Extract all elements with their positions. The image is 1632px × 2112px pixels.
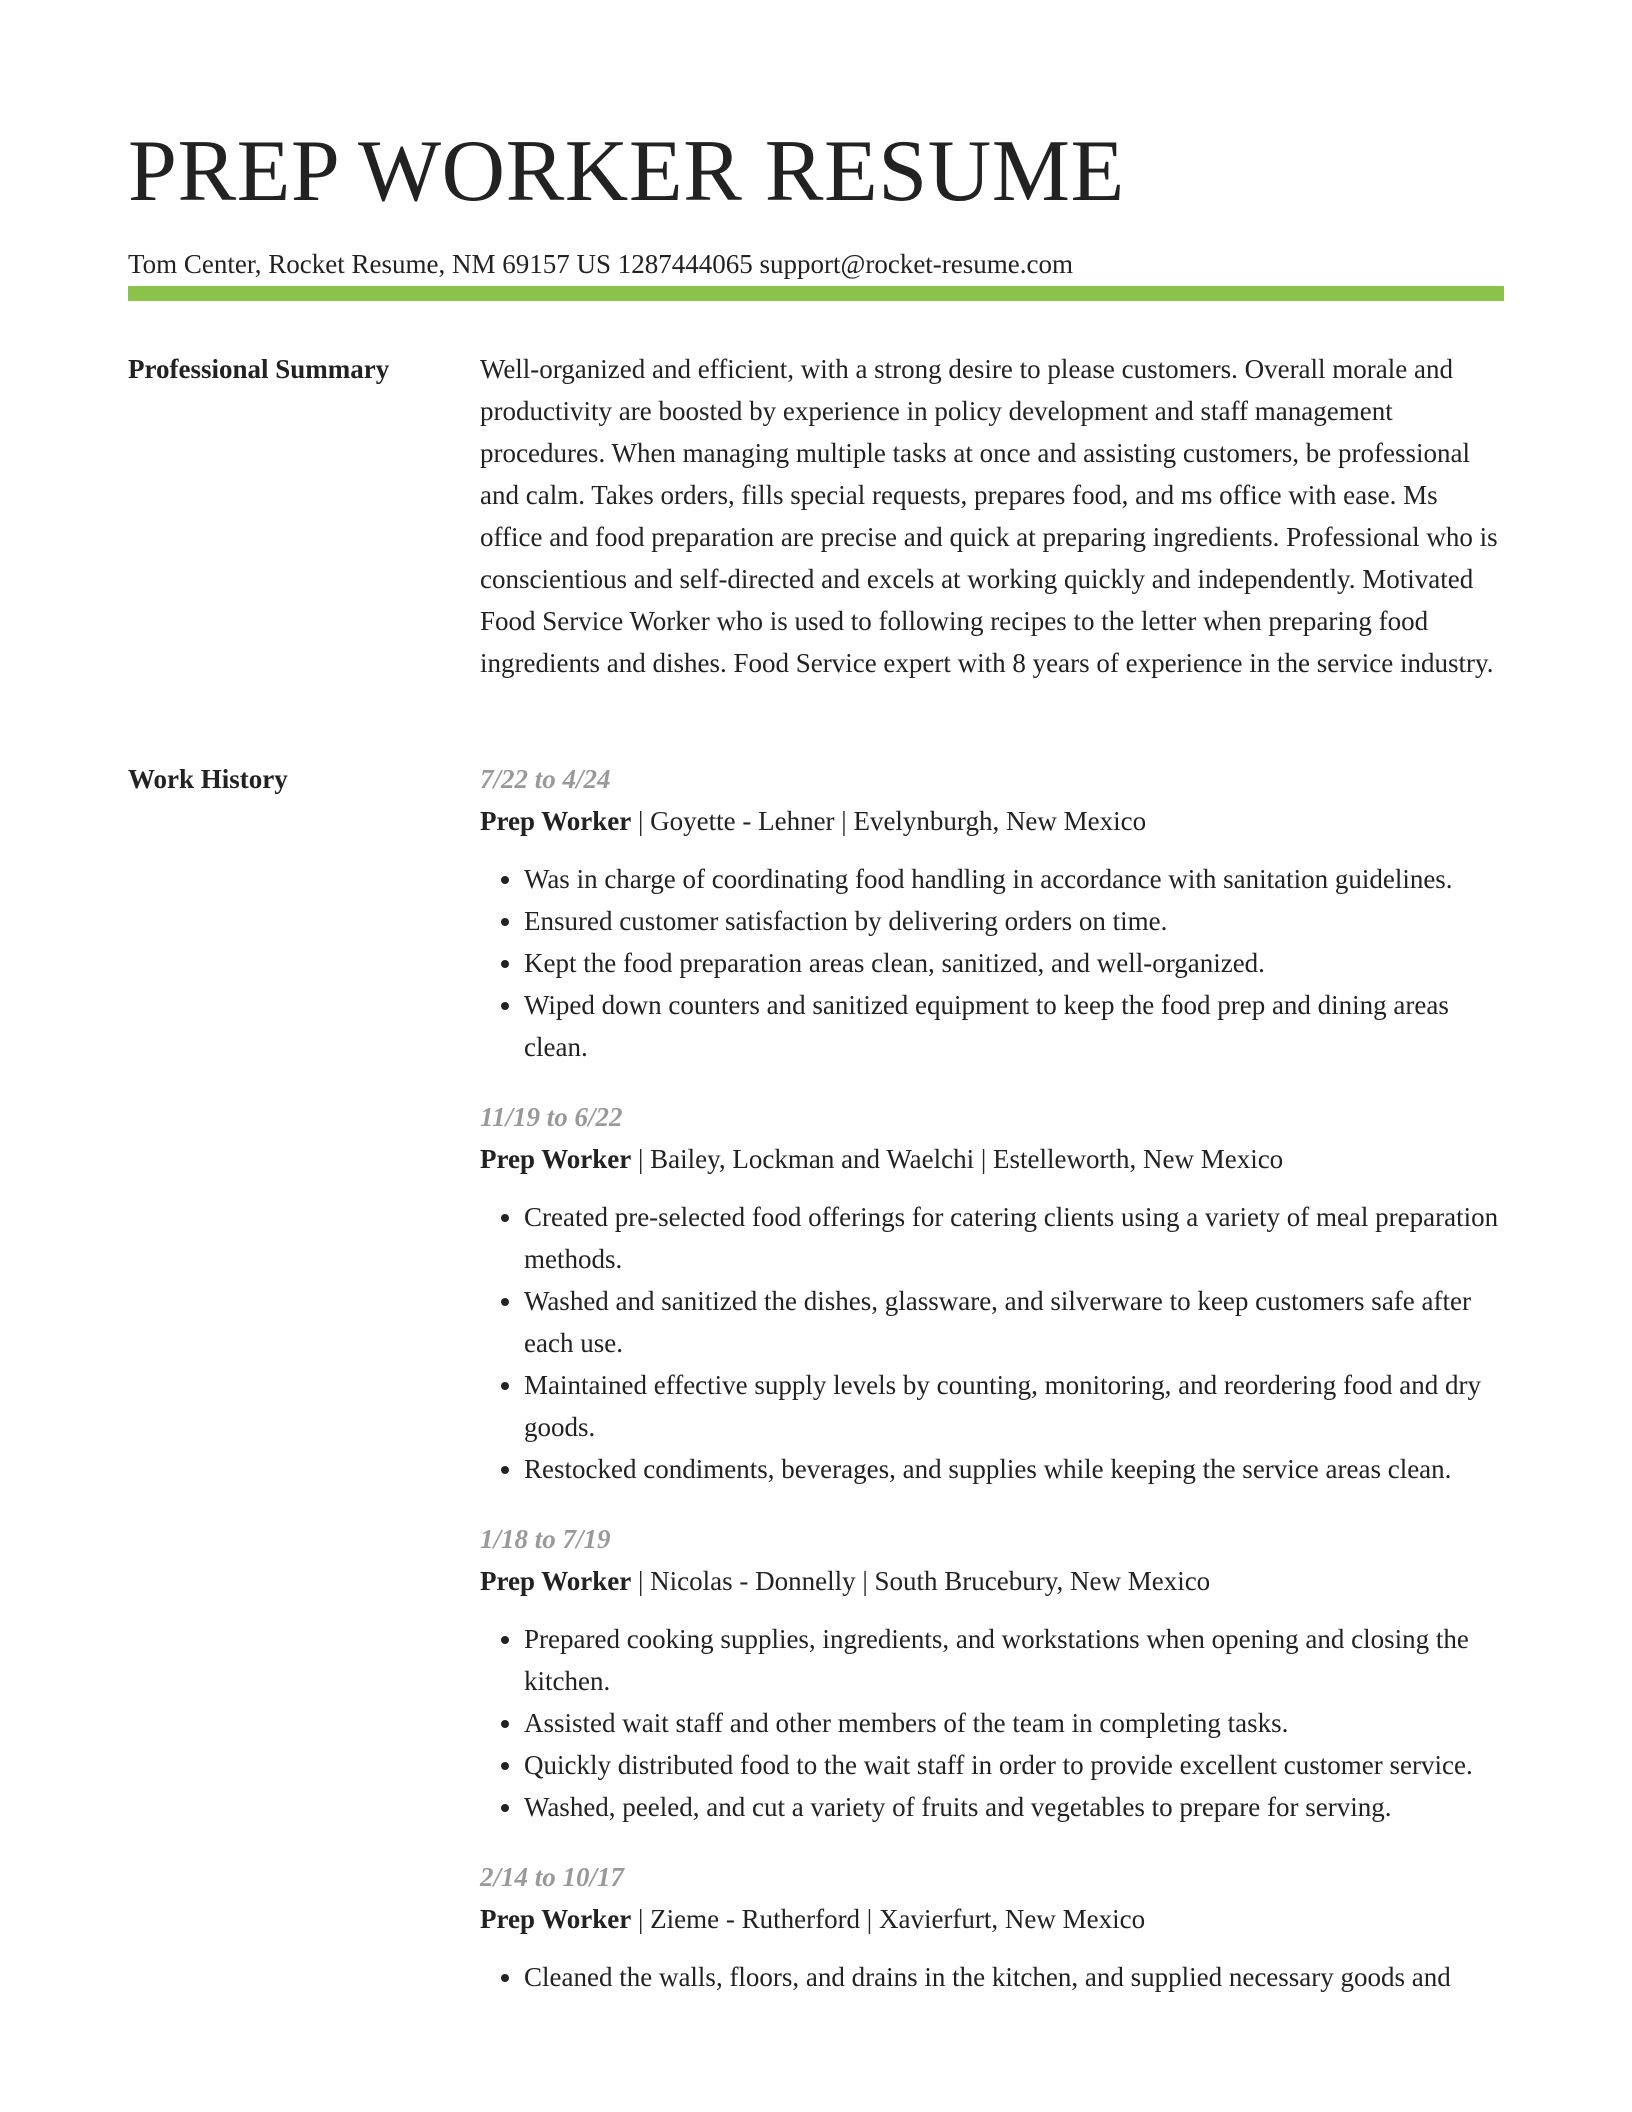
job-title: Prep Worker [480,1904,632,1934]
job-details: | Nicolas - Donnelly | South Brucebury, New Mexico [631,1566,1211,1596]
resume-header [128,112,1504,282]
job-bullet: • Washed and sanitized the dishes, glassware, and silverware to keep customers safe after each use. [524,1280,1504,1364]
job-details: | Zieme - Rutherford | Xavierfurt, New Mexico [631,1904,1146,1934]
work-history-body [480,758,1504,2026]
job-dates: 7/22 to 4/24 [480,764,611,794]
job-details: | Goyette - Lehner | Evelynburgh, New Mexico [631,806,1147,836]
job-bullet: • Quickly distributed food to the wait staff in order to provide excellent customer service. [524,1744,1504,1786]
job-entry [480,758,1504,1068]
job-bullet: • Kept the food preparation areas clean, sanitized, and well-organized. [524,942,1504,984]
job-bullet: • Wiped down counters and sanitized equipment to keep the food prep and dining areas clean. [524,984,1504,1068]
job-title-line [480,800,1504,842]
job-bullet: • Was in charge of coordinating food handling in accordance with sanitation guidelines. [524,858,1504,900]
job-bullet: • Maintained effective supply levels by counting, monitoring, and reordering food and dry goods. [524,1364,1504,1448]
job-bullets [480,1618,1504,1828]
job-details: | Bailey, Lockman and Waelchi | Estelleworth, New Mexico [631,1144,1284,1174]
job-bullet: • Washed, peeled, and cut a variety of fruits and vegetables to prepare for serving. [524,1786,1504,1828]
job-bullet: • Prepared cooking supplies, ingredients, and workstations when opening and closing the kitchen. [524,1618,1504,1702]
job-title: Prep Worker [480,1144,632,1174]
job-entry [480,1096,1504,1490]
contact-line: Tom Center, Rocket Resume, NM 69157 US 1287444065 support@rocket-resume.com [128,249,1073,279]
job-dates: 2/14 to 10/17 [480,1862,625,1892]
job-bullets [480,858,1504,1068]
job-entry [480,1856,1504,1998]
page-title: PREP WORKER RESUME [128,123,1125,220]
job-bullets [480,1196,1504,1490]
header-divider [128,286,1504,301]
job-bullets [480,1956,1504,1998]
job-dates: 1/18 to 7/19 [480,1524,611,1554]
job-dates: 11/19 to 6/22 [480,1102,623,1132]
job-title-line [480,1138,1504,1180]
job-entry [480,1518,1504,1828]
work-history-label: Work History [128,764,288,794]
job-bullet: • Restocked condiments, beverages, and supplies while keeping the service areas clean. [524,1448,1504,1490]
job-title-line [480,1898,1504,1940]
job-bullet: • Assisted wait staff and other members of the team in completing tasks. [524,1702,1504,1744]
summary-text: Well-organized and efficient, with a strong desire to please customers. Overall morale and productivity are boosted by experience in policy development and staff management procedures. When managing multiple tasks at once and assisting customers, be professional and calm. Takes orders, fills special requests, prepares food, and ms office with ease. Ms office and food preparation are precise and quick at preparing ingredients. Professional who is conscientious and self-directed and excels at working quickly and independently. Motivated Food Service Worker who is used to following recipes to the letter when preparing food ingredients and dishes. Food Service expert with 8 years of experience in the service industry. [480,354,1498,678]
job-title: Prep Worker [480,1566,632,1596]
job-bullet: • Created pre-selected food offerings for catering clients using a variety of meal preparation methods. [524,1196,1504,1280]
job-bullet: • Ensured customer satisfaction by delivering orders on time. [524,900,1504,942]
summary-body [480,348,1504,684]
job-title-line [480,1560,1504,1602]
job-title: Prep Worker [480,806,632,836]
summary-label: Professional Summary [128,354,390,384]
job-bullet: • Cleaned the walls, floors, and drains in the kitchen, and supplied necessary goods and [524,1956,1504,1998]
